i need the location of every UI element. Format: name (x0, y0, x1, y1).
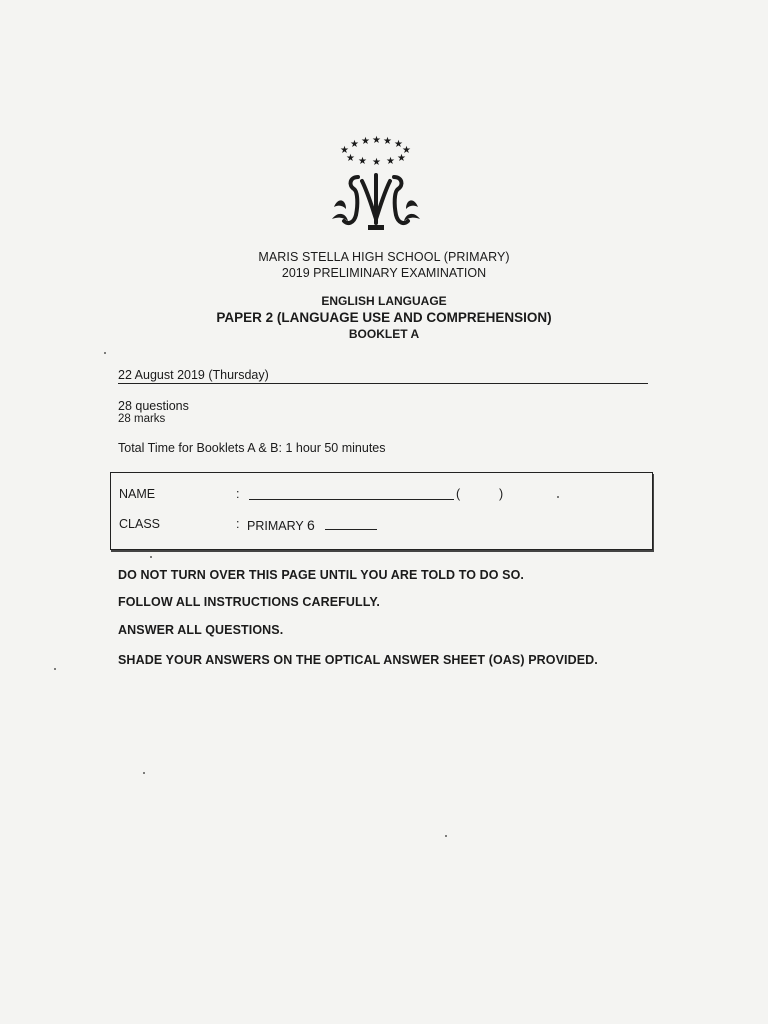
instruction-item: SHADE YOUR ANSWERS ON THE OPTICAL ANSWER SHEET (OAS) PROVIDED. (118, 653, 598, 667)
svg-text:★: ★ (397, 153, 406, 164)
class-level: 6 (307, 517, 315, 533)
class-colon: : (236, 517, 240, 531)
scan-speck (54, 668, 56, 670)
svg-text:★: ★ (394, 139, 403, 150)
class-label: CLASS (119, 517, 160, 531)
instruction-item: FOLLOW ALL INSTRUCTIONS CAREFULLY. (118, 595, 380, 609)
school-crest-logo (328, 135, 424, 235)
paper-title: PAPER 2 (LANGUAGE USE AND COMPREHENSION) (216, 310, 552, 325)
svg-text:★: ★ (340, 145, 349, 156)
class-field[interactable] (325, 517, 377, 530)
scan-speck (143, 772, 145, 774)
exam-date: 22 August 2019 (Thursday) (118, 368, 648, 384)
scan-speck (150, 556, 152, 558)
svg-text:★: ★ (346, 153, 355, 164)
total-time: Total Time for Booklets A & B: 1 hour 50 minutes (118, 441, 386, 455)
svg-text:★: ★ (372, 135, 381, 146)
booklet-label: BOOKLET A (348, 327, 420, 341)
name-label: NAME (119, 487, 156, 501)
svg-text:★: ★ (358, 156, 367, 167)
name-field[interactable] (249, 487, 454, 500)
svg-text:★: ★ (361, 136, 370, 147)
subject-title: ENGLISH LANGUAGE (321, 294, 447, 308)
svg-text:★: ★ (402, 145, 411, 156)
school-name: MARIS STELLA HIGH SCHOOL (PRIMARY) (258, 250, 510, 264)
scan-speck (557, 496, 559, 498)
total-marks: 28 marks (118, 413, 166, 425)
class-value (247, 517, 315, 533)
register-number-field[interactable] (465, 487, 497, 499)
question-count: 28 questions (118, 399, 189, 413)
student-info-box (110, 472, 653, 550)
svg-text:★: ★ (372, 157, 381, 168)
register-open-paren: ( (456, 487, 461, 501)
exam-title: 2019 PRELIMINARY EXAMINATION (281, 266, 487, 280)
register-close-paren: ) (499, 487, 504, 501)
svg-text:★: ★ (350, 139, 359, 150)
scan-speck (104, 352, 106, 354)
name-colon: : (236, 487, 240, 501)
svg-text:★: ★ (386, 156, 395, 167)
class-prefix: PRIMARY (247, 519, 304, 533)
svg-text:★: ★ (383, 136, 392, 147)
scan-speck (445, 835, 447, 837)
instruction-item: DO NOT TURN OVER THIS PAGE UNTIL YOU ARE TOLD TO DO SO. (118, 568, 524, 582)
instruction-item: ANSWER ALL QUESTIONS. (118, 623, 284, 637)
